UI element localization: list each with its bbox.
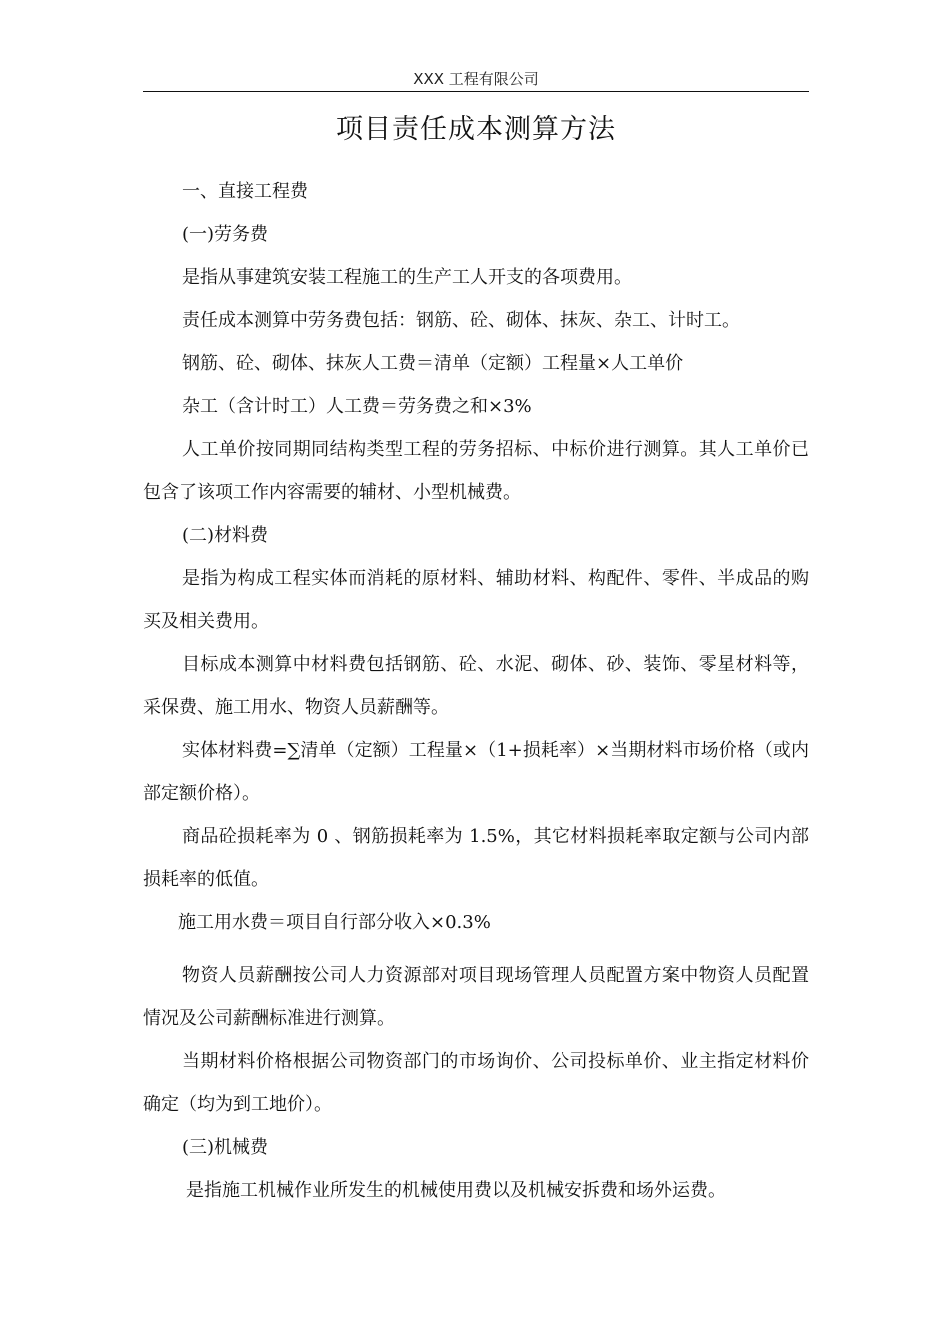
paragraph: 物资人员薪酬按公司人力资源部对项目现场管理人员配置方案中物资人员配置情况及公司薪酬标准进行测算。 [143,965,809,1029]
subsection-heading-material: (二)材料费 [182,525,269,546]
paragraph: 是指为构成工程实体而消耗的原材料、辅助材料、构配件、零件、半成品的购买及相关费用。 [143,568,809,632]
paragraph: 目标成本测算中材料费包括钢筋、砼、水泥、砌体、砂、装饰、零星材料等，采保费、施工用水、物资人员薪酬等。 [143,654,809,718]
paragraph: 是指从事建筑安装工程施工的生产工人开支的各项费用。 [182,267,632,288]
header-divider [143,91,809,92]
subsection-heading-machinery: (三)机械费 [182,1137,269,1158]
paragraph: 责任成本测算中劳务费包括：钢筋、砼、砌体、抹灰、杂工、计时工。 [182,310,740,331]
paragraph: 当期材料价格根据公司物资部门的市场询价、公司投标单价、业主指定材料价确定（均为到工地价）。 [143,1051,809,1115]
paragraph: 是指施工机械作业所发生的机械使用费以及机械安拆费和场外运费。 [186,1180,726,1201]
page-header-company: XXX 工程有限公司 [413,70,539,88]
formula-paragraph: 杂工（含计时工）人工费＝劳务费之和×3% [182,396,532,417]
document-title: 项目责任成本测算方法 [336,114,616,145]
paragraph: 人工单价按同期同结构类型工程的劳务招标、中标价进行测算。其人工单价已包含了该项工作内容需要的辅材、小型机械费。 [143,439,809,503]
formula-paragraph: 施工用水费＝项目自行部分收入×0.3% [178,912,491,933]
formula-paragraph: 钢筋、砼、砌体、抹灰人工费＝清单（定额）工程量×人工单价 [182,353,684,374]
paragraph: 商品砼损耗率为 0 、钢筋损耗率为 1.5%，其它材料损耗率取定额与公司内部损耗率的低值。 [143,826,809,890]
subsection-heading-labor: (一)劳务费 [182,224,269,245]
section-heading-direct-cost: 一、直接工程费 [182,181,308,202]
formula-paragraph: 实体材料费=∑清单（定额）工程量×（1+损耗率）×当期材料市场价格（或内部定额价格）。 [143,740,809,804]
